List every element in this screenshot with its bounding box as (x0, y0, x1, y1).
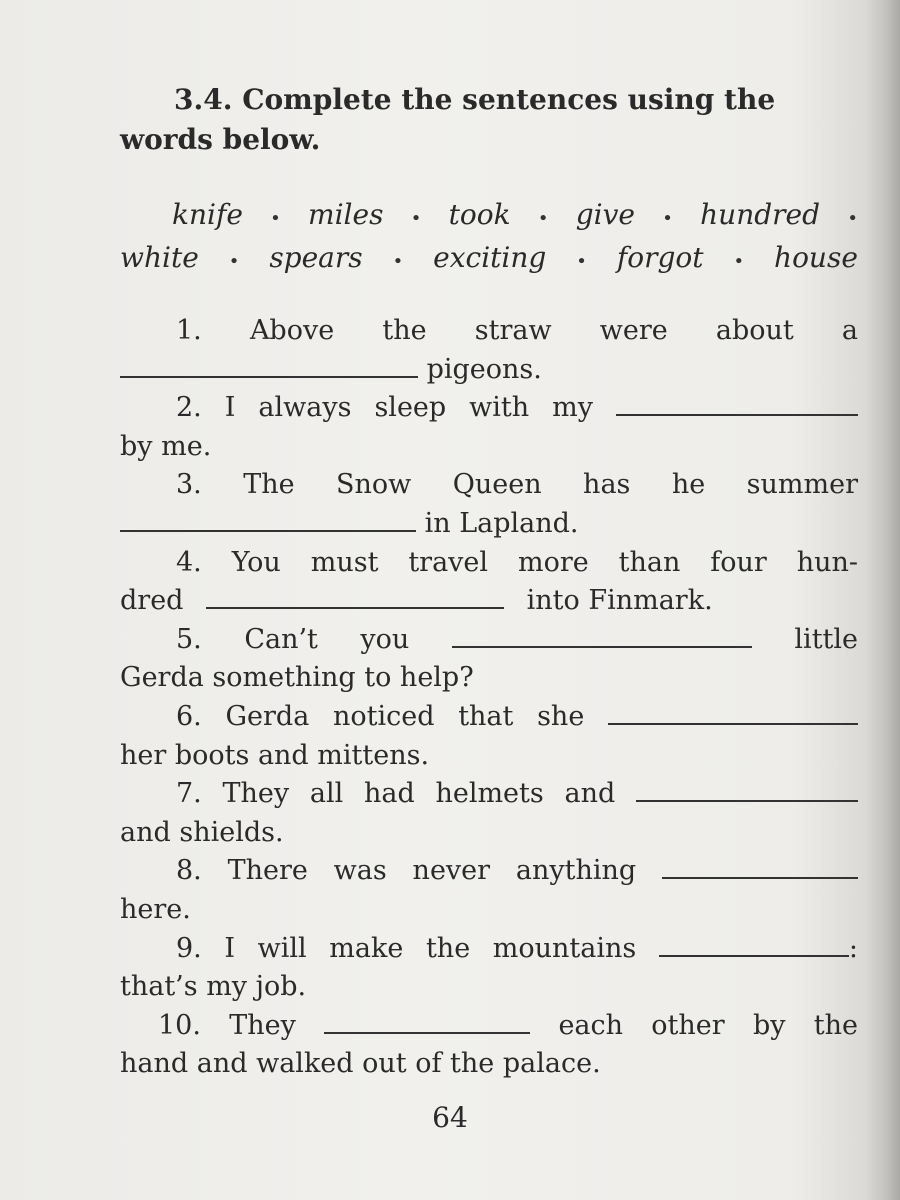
answer-blank[interactable] (662, 855, 858, 879)
sentence-text: I always sleep with my (224, 392, 593, 424)
sentence-text: hand and walked out of the palace. (120, 1048, 601, 1080)
exercise-item-2 (120, 389, 858, 428)
bullet-separator: • (847, 208, 858, 229)
item-number: 5. (176, 623, 202, 655)
sentence-text: pigeons. (426, 353, 542, 385)
item-number: 3. (176, 469, 202, 501)
sentence-text: here. (120, 893, 191, 925)
exercise-heading (120, 80, 858, 160)
item-number: 4. (176, 546, 202, 578)
word-bank-word: white (120, 241, 199, 274)
sentence-text: into Finmark. (526, 585, 713, 617)
exercise-item-5-cont (120, 659, 858, 698)
page-edge-shadow (866, 0, 900, 1200)
sentence-text: each other by the (558, 1009, 858, 1041)
bullet-separator: • (537, 208, 549, 229)
word-bank-word: hundred (700, 198, 821, 231)
sentence-text: Gerda noticed that she (225, 700, 585, 732)
exercise-item-8-cont (120, 891, 858, 930)
sentence-text: by me. (120, 430, 212, 462)
sentence-text: dred (120, 585, 184, 617)
answer-blank[interactable] (120, 508, 416, 532)
bullet-separator: • (392, 251, 404, 272)
answer-blank[interactable] (120, 354, 418, 378)
exercise-item-4-cont (120, 582, 858, 621)
sentence-text: in Lapland. (424, 507, 579, 539)
item-number: 2. (176, 392, 202, 424)
answer-blank[interactable] (659, 933, 849, 957)
item-number: 9. (176, 932, 202, 964)
exercise-item-6 (120, 698, 858, 737)
word-bank-line-1 (120, 195, 858, 238)
item-number: 8. (176, 855, 202, 887)
sentence-text: and shields. (120, 816, 284, 848)
blank-with-colon (659, 933, 858, 964)
word-bank-word: give (575, 198, 635, 231)
sentence-text: Gerda something to help? (120, 662, 474, 694)
answer-blank[interactable] (616, 392, 858, 416)
sentence-text: They (229, 1009, 296, 1041)
sentence-text: Can’t you (244, 623, 410, 655)
exercise-item-9 (120, 930, 858, 969)
item-number: 10. (158, 1009, 201, 1041)
sentence-text: They all had helmets and (222, 778, 616, 810)
exercise-item-6-cont (120, 737, 858, 776)
sentence-text: You must travel more than four hun- (231, 546, 858, 578)
exercise-item-1-cont (120, 351, 858, 390)
heading-text-line2: words below. (120, 123, 321, 156)
word-bank-word: house (774, 241, 858, 274)
sentence-text: The Snow Queen has he summer (243, 469, 858, 501)
sentence-text: Above the straw were about a (249, 315, 858, 346)
bullet-separator: • (270, 208, 281, 229)
exercise-item-10-cont (120, 1045, 858, 1084)
answer-blank[interactable] (206, 585, 504, 609)
exercise-item-3-cont (120, 505, 858, 544)
word-bank-word: miles (308, 198, 384, 231)
exercise-item-5 (120, 621, 858, 660)
answer-blank[interactable] (608, 701, 858, 725)
heading-text-line1: Complete the sentences using the (242, 83, 776, 116)
exercise-item-4 (120, 544, 858, 583)
exercise-number: 3.4. (174, 83, 233, 116)
answer-blank[interactable] (636, 778, 858, 802)
exercise-item-8 (120, 852, 858, 891)
page-number: 64 (432, 1101, 468, 1134)
answer-blank[interactable] (324, 1010, 530, 1034)
exercise-item-7-cont (120, 814, 858, 853)
sentence-text: her boots and mittens. (120, 739, 430, 771)
bullet-separator: • (576, 251, 587, 272)
bullet-separator: • (228, 251, 240, 272)
word-bank-word: forgot (616, 241, 704, 274)
word-bank-word: took (448, 198, 511, 231)
exercise-item-9-cont (120, 968, 858, 1007)
exercise-item-2-cont (120, 428, 858, 467)
exercise-item-10 (120, 1007, 858, 1046)
answer-blank[interactable] (452, 624, 752, 648)
word-bank (120, 195, 858, 281)
bullet-separator: • (410, 208, 422, 229)
word-bank-word: exciting (433, 241, 547, 274)
bullet-separator: • (662, 208, 673, 229)
exercise-item-7 (120, 775, 858, 814)
sentence-text: that’s my job. (120, 971, 307, 1003)
item-number: 6. (176, 700, 202, 732)
word-bank-word: spears (269, 241, 363, 274)
sentence-text: I will make the mountains (224, 932, 637, 964)
exercise-item-3 (120, 466, 858, 505)
exercise-list (120, 312, 858, 1084)
sentence-text: little (794, 623, 859, 655)
exercise-item-1 (120, 312, 858, 351)
bullet-separator: • (733, 251, 745, 272)
item-number: 7. (176, 778, 202, 810)
sentence-text: There was never anything (227, 855, 637, 887)
word-bank-word: knife (172, 198, 243, 231)
item-number: 1. (176, 315, 202, 346)
sentence-text: : (848, 932, 858, 964)
word-bank-line-2 (120, 238, 858, 281)
